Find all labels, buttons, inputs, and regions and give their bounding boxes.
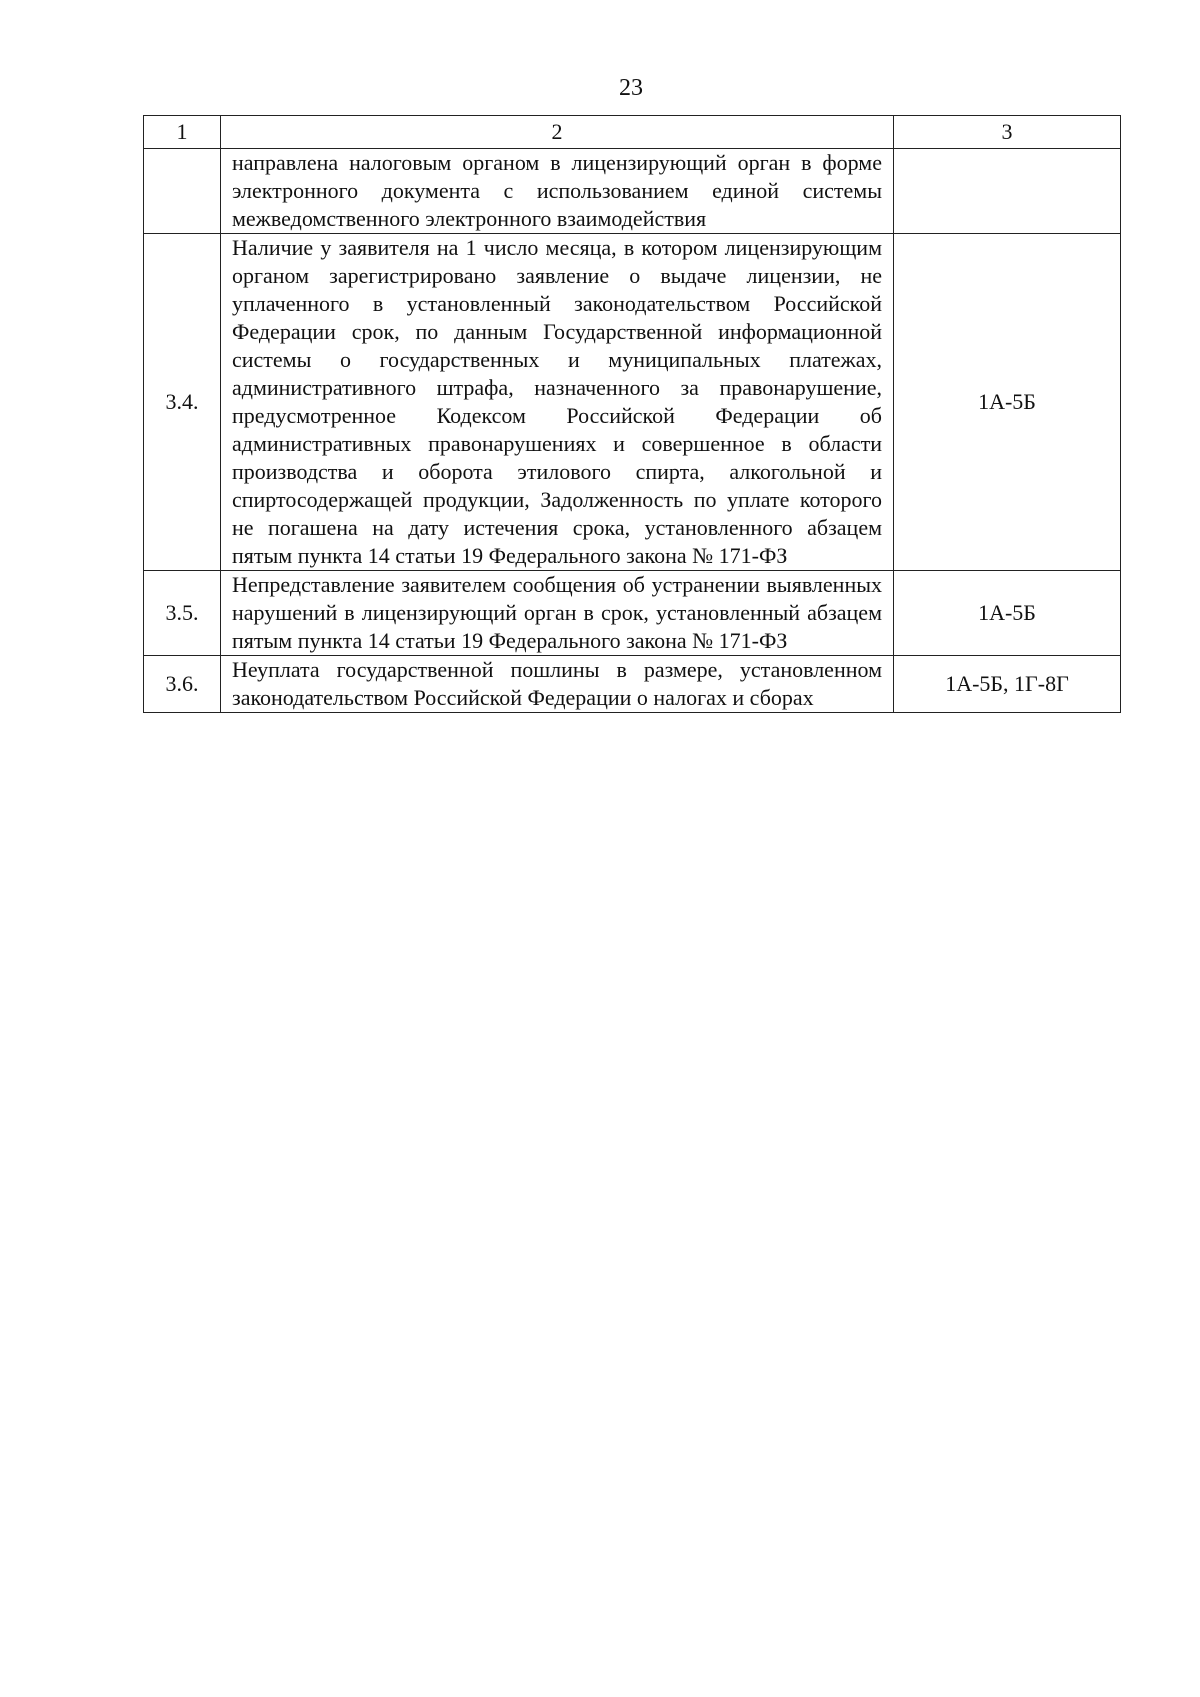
table-header-row — [144, 116, 1121, 149]
row-description: направлена налоговым органом в лицензирующий орган в форме электронного документа с использованием единой системы межведомственного электронного взаимодействия — [221, 149, 894, 234]
table-row — [144, 656, 1121, 713]
row-code — [894, 149, 1121, 234]
row-description: Наличие у заявителя на 1 число месяца, в котором лицензирующим органом зарегистрировано заявление о выдаче лицензии, не уплаченного в установленный законодательством Российской Федерации срок, по данным Государственной информационной системы о государственных и муниципальных платежах, административного штрафа, назначенного за правонарушение, предусмотренное Кодексом Российской Федерации об административных правонарушениях и совершенное в области производства и оборота этилового спирта, алкогольной и спиртосодержащей продукции, Задолженность по уплате которого не погашена на дату истечения срока, установленного абзацем пятым пункта 14 статьи 19 Федерального закона № 171-ФЗ — [221, 234, 894, 571]
requirements-table — [143, 115, 1121, 713]
row-number: 3.5. — [144, 571, 221, 656]
row-number: 3.4. — [144, 234, 221, 571]
row-code: 1А-5Б — [894, 234, 1121, 571]
table-row — [144, 234, 1121, 571]
column-header-2: 2 — [221, 116, 894, 149]
column-header-3: 3 — [894, 116, 1121, 149]
row-description: Неуплата государственной пошлины в размере, установленном законодательством Российской Федерации о налогах и сборах — [221, 656, 894, 713]
table-row — [144, 149, 1121, 234]
row-code: 1А-5Б — [894, 571, 1121, 656]
table-row — [144, 571, 1121, 656]
row-number — [144, 149, 221, 234]
row-code: 1А-5Б, 1Г-8Г — [894, 656, 1121, 713]
page-number: 23 — [619, 75, 643, 101]
column-header-1: 1 — [144, 116, 221, 149]
row-description: Непредставление заявителем сообщения об устранении выявленных нарушений в лицензирующий орган в срок, установленный абзацем пятым пункта 14 статьи 19 Федерального закона № 171-ФЗ — [221, 571, 894, 656]
row-number: 3.6. — [144, 656, 221, 713]
